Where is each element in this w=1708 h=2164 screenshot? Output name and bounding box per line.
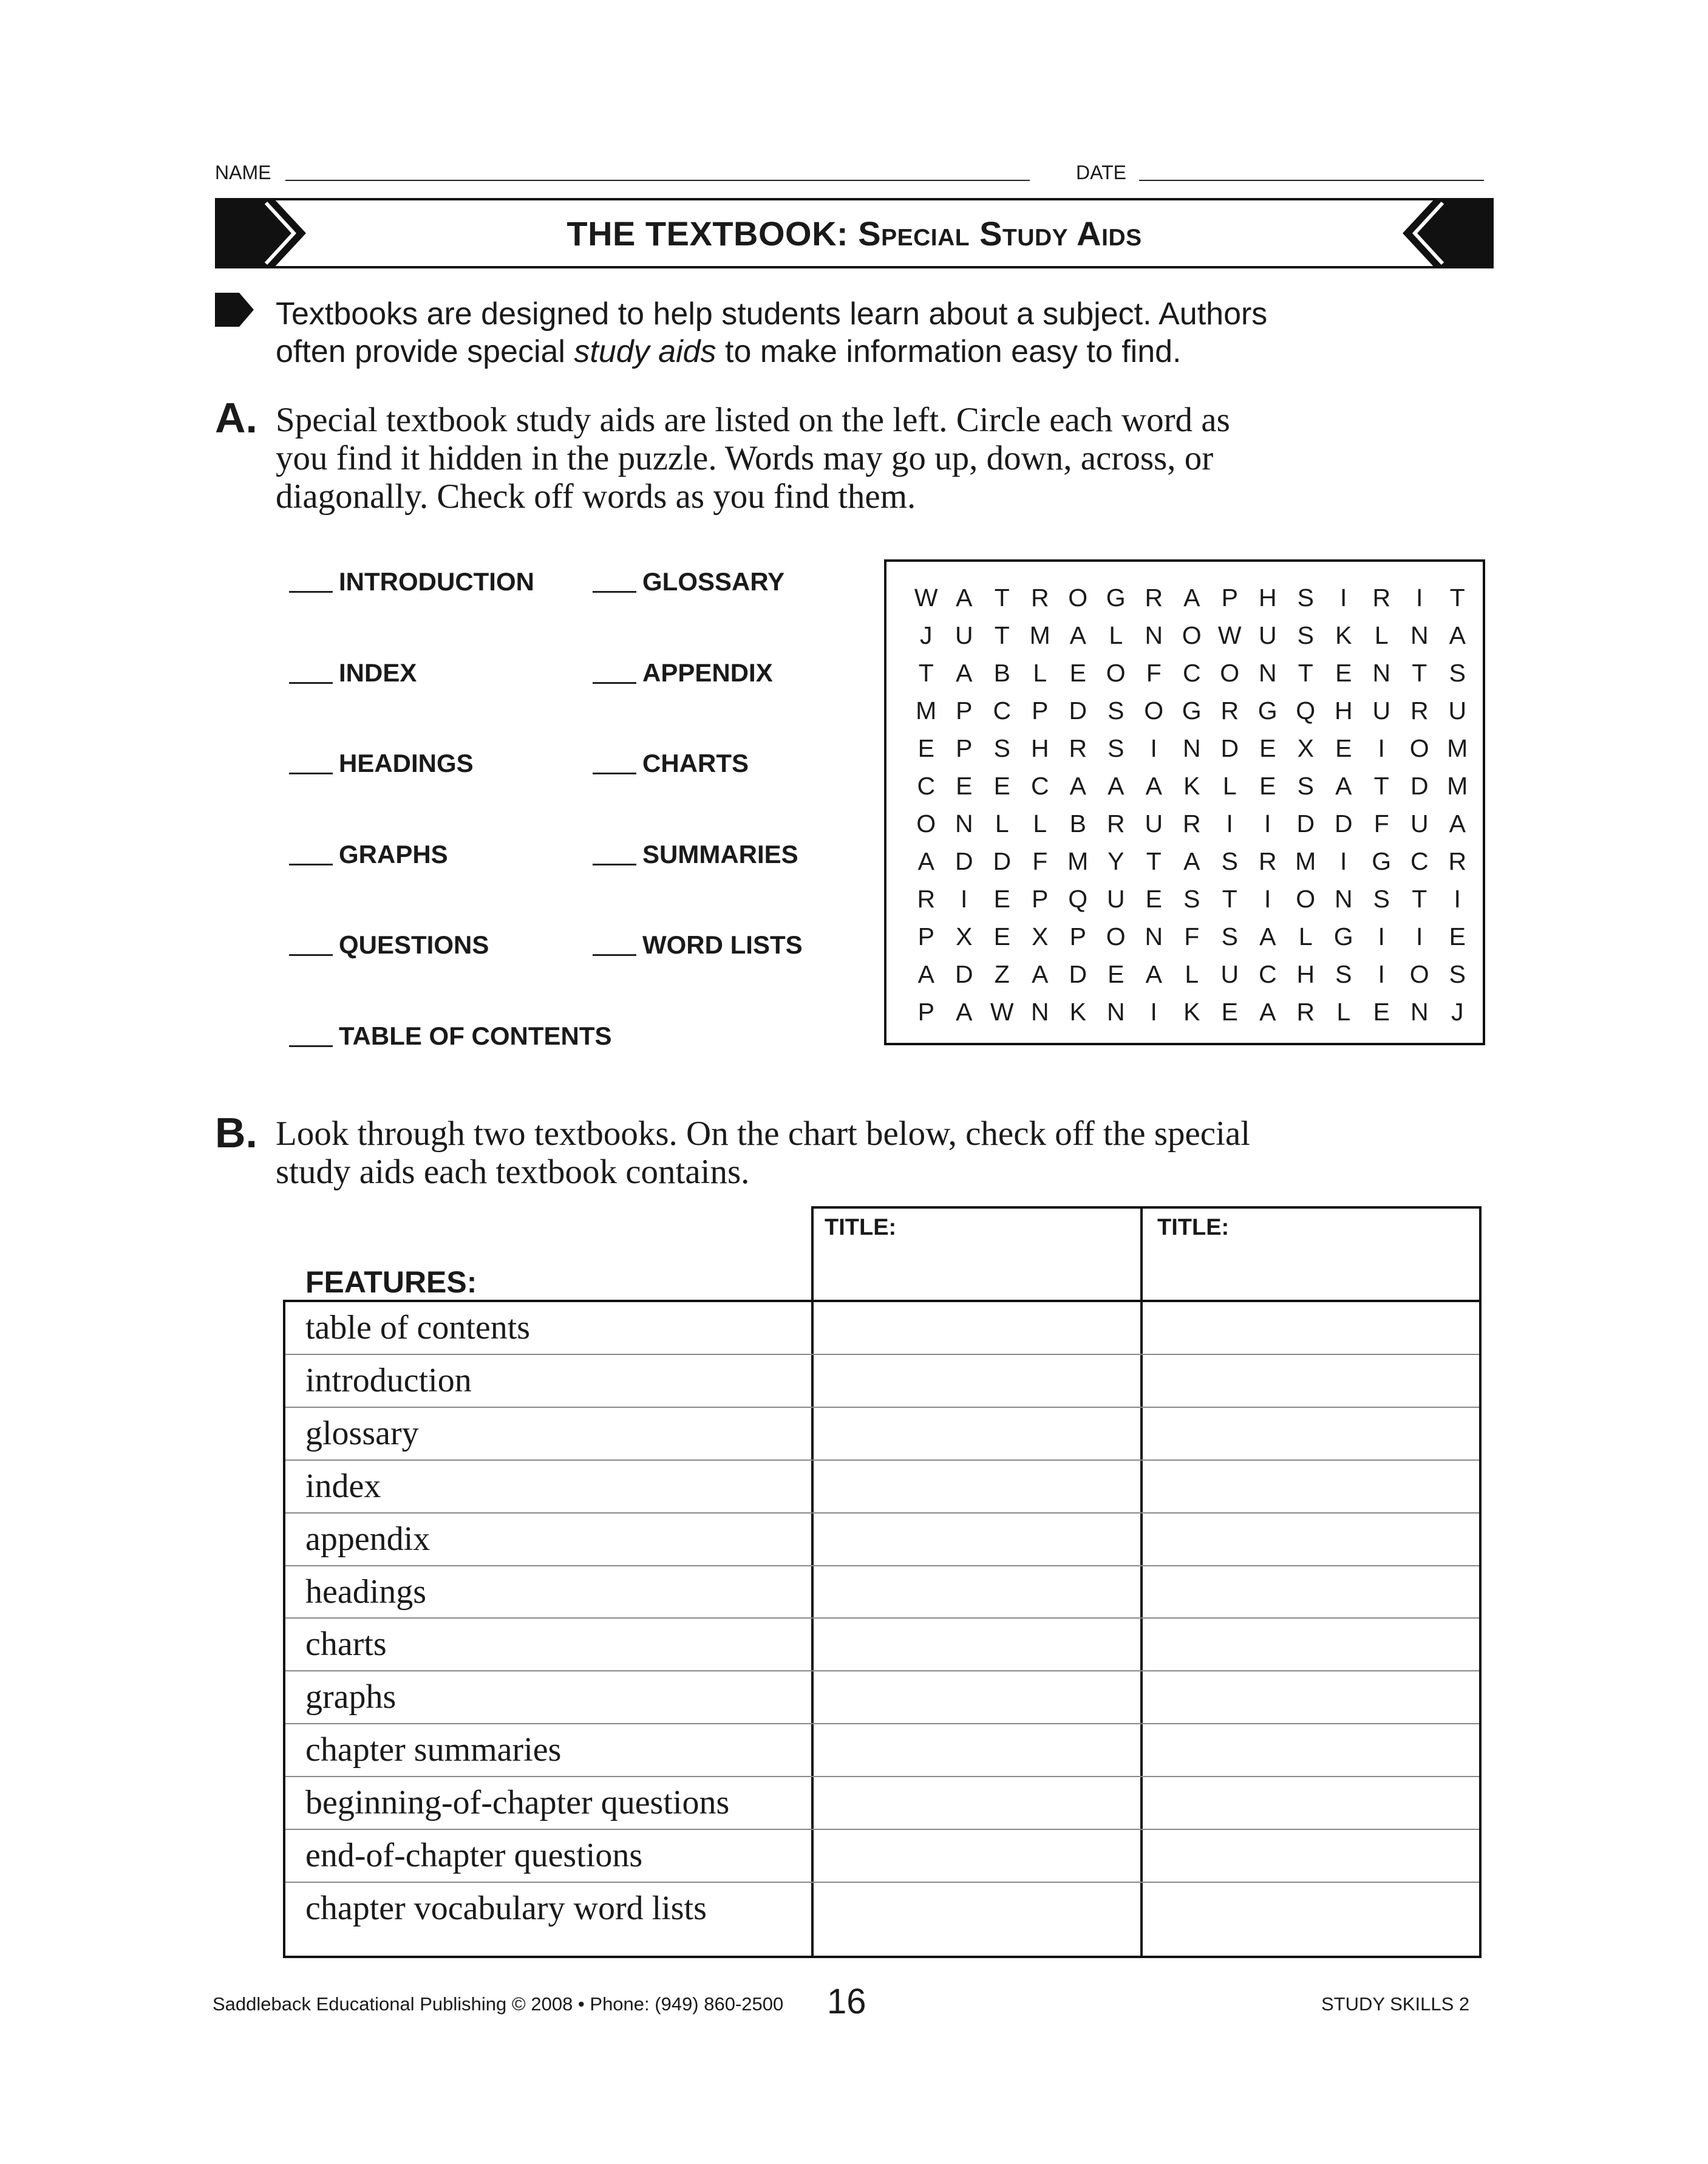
puzzle-letter[interactable]: E (1145, 885, 1162, 913)
puzzle-letter[interactable]: E (1449, 923, 1466, 951)
puzzle-letter[interactable]: E (993, 772, 1010, 800)
check-cell[interactable] (814, 1407, 1140, 1459)
puzzle-letter[interactable]: R (1106, 810, 1125, 838)
intro-line-1: Textbooks are designed to help students learn about a subject. Authors (276, 296, 1268, 332)
puzzle-letter[interactable]: N (1334, 885, 1353, 913)
puzzle-row (907, 955, 1477, 993)
puzzle-letter[interactable]: C (993, 697, 1012, 725)
puzzle-letter[interactable]: A (1183, 584, 1200, 612)
check-cell[interactable] (1143, 1882, 1479, 1934)
word-label: QUESTIONS (339, 930, 489, 959)
puzzle-letter[interactable]: D (1069, 697, 1087, 725)
puzzle-letter[interactable]: T (1373, 772, 1389, 800)
check-cell[interactable] (1143, 1354, 1479, 1407)
puzzle-letter[interactable]: H (1334, 697, 1353, 725)
puzzle-letter[interactable]: G (1106, 584, 1126, 612)
puzzle-letter[interactable]: C (917, 772, 936, 800)
intro-line-2-b: to make information easy to find. (716, 334, 1182, 369)
check-cell[interactable] (1143, 1723, 1479, 1776)
feature-row-label: chapter summaries (305, 1731, 562, 1769)
name-field[interactable] (285, 180, 1030, 181)
puzzle-letter[interactable]: J (1451, 998, 1464, 1026)
word-label: INDEX (339, 658, 417, 687)
check-cell[interactable] (1143, 1565, 1479, 1618)
check-cell[interactable] (1143, 1459, 1479, 1512)
section-a-text (276, 401, 1460, 516)
puzzle-row (907, 654, 1477, 692)
puzzle-letter[interactable]: N (1372, 659, 1391, 687)
puzzle-letter[interactable]: E (1259, 772, 1276, 800)
check-cell[interactable] (1143, 1617, 1479, 1670)
puzzle-letter[interactable]: K (1069, 998, 1086, 1026)
feature-row-label: charts (305, 1625, 387, 1664)
word-label: APPENDIX (642, 658, 773, 687)
puzzle-letter[interactable]: O (1106, 923, 1126, 951)
feature-row-label: end-of-chapter questions (305, 1837, 643, 1874)
feature-row-label: appendix (305, 1520, 430, 1558)
word-item[interactable] (593, 930, 803, 960)
puzzle-letter[interactable]: Y (1107, 847, 1124, 875)
puzzle-letter[interactable]: E (1373, 998, 1390, 1026)
word-label: WORD LISTS (642, 930, 803, 959)
puzzle-letter[interactable]: I (1378, 960, 1385, 988)
puzzle-letter[interactable]: I (1416, 923, 1423, 951)
puzzle-letter[interactable]: E (1221, 998, 1238, 1026)
puzzle-letter[interactable]: P (917, 998, 934, 1026)
puzzle-letter[interactable]: C (1410, 847, 1429, 875)
puzzle-letter[interactable]: U (1410, 810, 1429, 838)
puzzle-letter[interactable]: S (1221, 923, 1238, 951)
puzzle-letter[interactable]: S (993, 734, 1010, 762)
puzzle-letter[interactable]: S (1297, 621, 1314, 649)
puzzle-letter[interactable]: C (1182, 659, 1201, 687)
puzzle-letter[interactable]: A (1449, 810, 1466, 838)
word-item[interactable] (289, 658, 417, 688)
puzzle-letter[interactable]: W (990, 998, 1014, 1026)
puzzle-letter[interactable]: N (954, 810, 973, 838)
puzzle-letter[interactable]: A (1069, 621, 1086, 649)
word-item[interactable] (593, 567, 784, 596)
puzzle-letter[interactable]: T (1146, 847, 1162, 875)
puzzle-row (907, 993, 1477, 1031)
word-item[interactable] (593, 749, 749, 778)
puzzle-letter[interactable]: B (1069, 810, 1086, 838)
puzzle-letter[interactable]: N (1182, 734, 1201, 762)
puzzle-letter[interactable]: K (1183, 772, 1200, 800)
puzzle-letter[interactable]: C (1030, 772, 1049, 800)
puzzle-row (907, 805, 1477, 842)
section-a-letter: A. (215, 394, 257, 442)
feature-row-label: glossary (305, 1414, 419, 1452)
chart-border-bottom (283, 1956, 1482, 1958)
puzzle-letter[interactable]: E (993, 885, 1010, 913)
puzzle-letter[interactable]: S (1297, 584, 1314, 612)
puzzle-row (907, 918, 1477, 955)
puzzle-letter[interactable]: R (1258, 847, 1277, 875)
puzzle-letter[interactable]: E (917, 734, 934, 762)
puzzle-letter[interactable]: O (1296, 885, 1316, 913)
puzzle-letter[interactable]: M (916, 697, 937, 725)
puzzle-letter[interactable]: D (993, 847, 1012, 875)
puzzle-letter[interactable]: D (1334, 810, 1353, 838)
check-cell[interactable] (814, 1301, 1140, 1354)
check-cell[interactable] (814, 1617, 1140, 1670)
puzzle-letter[interactable]: N (1106, 998, 1125, 1026)
puzzle-letter[interactable]: Q (1296, 697, 1316, 725)
puzzle-grid[interactable] (907, 579, 1477, 1031)
intro-text (276, 295, 1429, 370)
puzzle-letter[interactable]: O (1068, 584, 1088, 612)
puzzle-letter[interactable]: M (1029, 621, 1050, 649)
puzzle-letter[interactable]: R (1448, 847, 1467, 875)
puzzle-letter[interactable]: L (1336, 998, 1351, 1026)
intro-line-2 (276, 333, 1429, 370)
puzzle-letter[interactable]: S (1183, 885, 1200, 913)
puzzle-letter[interactable]: U (1106, 885, 1125, 913)
puzzle-letter[interactable]: F (1373, 810, 1389, 838)
puzzle-letter[interactable]: D (1220, 734, 1239, 762)
word-item[interactable] (289, 749, 474, 778)
check-cell[interactable] (1143, 1407, 1479, 1459)
puzzle-row (907, 692, 1477, 729)
section-a-line-3: diagonally. Check off words as you find them. (276, 477, 916, 516)
word-item[interactable] (289, 1022, 612, 1051)
puzzle-letter[interactable]: L (1033, 659, 1047, 687)
word-label: CHARTS (642, 749, 749, 777)
puzzle-letter[interactable]: N (1145, 923, 1163, 951)
puzzle-letter[interactable]: I (1340, 584, 1347, 612)
puzzle-letter[interactable]: I (1340, 847, 1347, 875)
puzzle-letter[interactable]: R (1030, 584, 1049, 612)
check-cell[interactable] (814, 1565, 1140, 1618)
check-cell[interactable] (1143, 1829, 1479, 1882)
word-search-puzzle[interactable] (884, 559, 1485, 1045)
check-cell[interactable] (814, 1459, 1140, 1512)
puzzle-letter[interactable]: S (1297, 772, 1314, 800)
puzzle-letter[interactable]: S (1335, 960, 1352, 988)
puzzle-letter[interactable]: O (916, 810, 936, 838)
puzzle-letter[interactable]: M (1067, 847, 1089, 875)
puzzle-letter[interactable]: R (1372, 584, 1391, 612)
puzzle-letter[interactable]: A (1107, 772, 1124, 800)
word-label: INTRODUCTION (339, 567, 534, 596)
puzzle-letter[interactable]: A (1069, 772, 1086, 800)
puzzle-letter[interactable]: F (1146, 659, 1162, 687)
puzzle-letter[interactable]: S (1221, 847, 1238, 875)
puzzle-row (907, 842, 1477, 880)
puzzle-letter[interactable]: R (1410, 697, 1429, 725)
puzzle-letter[interactable]: U (1258, 621, 1277, 649)
word-label: TABLE OF CONTENTS (339, 1022, 612, 1050)
puzzle-row (907, 616, 1477, 654)
puzzle-letter[interactable]: O (1182, 621, 1202, 649)
puzzle-letter[interactable]: I (1378, 734, 1385, 762)
puzzle-letter[interactable]: R (1220, 697, 1239, 725)
puzzle-letter[interactable]: S (1449, 960, 1466, 988)
check-cell[interactable] (1143, 1670, 1479, 1723)
puzzle-letter[interactable]: L (1222, 772, 1237, 800)
puzzle-letter[interactable]: U (954, 621, 973, 649)
puzzle-letter[interactable]: T (918, 659, 934, 687)
puzzle-letter[interactable]: A (917, 960, 934, 988)
puzzle-letter[interactable]: B (993, 659, 1010, 687)
puzzle-letter[interactable]: A (1145, 960, 1162, 988)
puzzle-letter[interactable]: T (1449, 584, 1465, 612)
check-cell[interactable] (1143, 1512, 1479, 1565)
feature-row-label: graphs (305, 1678, 396, 1716)
word-label: SUMMARIES (642, 840, 798, 869)
puzzle-letter[interactable]: R (1145, 584, 1163, 612)
puzzle-letter[interactable]: A (1259, 923, 1276, 951)
puzzle-row (907, 880, 1477, 918)
puzzle-letter[interactable]: E (1069, 659, 1086, 687)
check-cell[interactable] (814, 1670, 1140, 1723)
puzzle-letter[interactable]: U (1220, 960, 1239, 988)
puzzle-letter[interactable]: D (1069, 960, 1087, 988)
puzzle-letter[interactable]: I (1226, 810, 1233, 838)
word-item[interactable] (593, 658, 773, 688)
puzzle-letter[interactable]: E (1335, 734, 1352, 762)
puzzle-letter[interactable]: T (994, 584, 1010, 612)
page-title-main: THE TEXTBOOK: (566, 214, 859, 253)
puzzle-letter[interactable]: A (1183, 847, 1200, 875)
puzzle-letter[interactable]: T (1298, 659, 1313, 687)
puzzle-letter[interactable]: A (956, 584, 973, 612)
puzzle-letter[interactable]: T (1222, 885, 1237, 913)
word-item[interactable] (593, 840, 798, 869)
puzzle-letter[interactable]: X (1297, 734, 1314, 762)
check-cell[interactable] (1143, 1776, 1479, 1829)
puzzle-letter[interactable]: G (1182, 697, 1202, 725)
puzzle-letter[interactable]: J (920, 621, 933, 649)
word-item[interactable] (289, 567, 534, 596)
puzzle-letter[interactable]: O (1220, 659, 1240, 687)
puzzle-letter[interactable]: I (1150, 734, 1157, 762)
puzzle-letter[interactable]: I (1150, 998, 1157, 1026)
check-cell[interactable] (1143, 1301, 1479, 1354)
puzzle-letter[interactable]: O (1144, 697, 1164, 725)
puzzle-letter[interactable]: D (954, 960, 973, 988)
puzzle-letter[interactable]: A (956, 659, 973, 687)
puzzle-letter[interactable]: P (1221, 584, 1238, 612)
puzzle-letter[interactable]: G (1257, 697, 1278, 725)
puzzle-letter[interactable]: O (1106, 659, 1126, 687)
intro-emphasis: study aids (574, 334, 716, 369)
puzzle-letter[interactable]: N (1030, 998, 1049, 1026)
chart-border-right (1479, 1206, 1482, 1958)
features-label: FEATURES: (305, 1265, 477, 1299)
name-label: NAME (215, 162, 271, 183)
puzzle-letter[interactable]: R (1069, 734, 1087, 762)
word-label: GRAPHS (339, 840, 448, 869)
puzzle-letter[interactable]: E (993, 923, 1010, 951)
puzzle-letter[interactable]: G (1372, 847, 1392, 875)
puzzle-letter[interactable]: O (1409, 960, 1429, 988)
check-cell[interactable] (814, 1829, 1140, 1882)
puzzle-letter[interactable]: A (1032, 960, 1049, 988)
puzzle-letter[interactable]: H (1030, 734, 1049, 762)
check-cell[interactable] (814, 1512, 1140, 1565)
puzzle-letter[interactable]: D (1296, 810, 1315, 838)
puzzle-letter[interactable]: R (1296, 998, 1315, 1026)
puzzle-letter[interactable]: F (1184, 923, 1200, 951)
puzzle-letter[interactable]: S (1449, 659, 1466, 687)
puzzle-letter[interactable]: W (1217, 621, 1242, 649)
column-title-1: TITLE: (825, 1215, 897, 1240)
puzzle-letter[interactable]: F (1032, 847, 1048, 875)
section-a-line-2: you find it hidden in the puzzle. Words may go up, down, across, or (276, 439, 1214, 477)
feature-row-label: beginning-of-chapter questions (305, 1784, 730, 1822)
puzzle-letter[interactable]: M (1295, 847, 1316, 875)
word-label: GLOSSARY (642, 567, 785, 596)
puzzle-letter[interactable]: L (1033, 810, 1047, 838)
puzzle-letter[interactable]: L (1374, 621, 1389, 649)
puzzle-letter[interactable]: L (1109, 621, 1123, 649)
puzzle-letter[interactable]: P (1069, 923, 1086, 951)
column-title-2: TITLE: (1157, 1215, 1230, 1240)
check-cell[interactable] (814, 1776, 1140, 1829)
puzzle-letter[interactable]: G (1333, 923, 1353, 951)
puzzle-letter[interactable]: S (1107, 734, 1124, 762)
puzzle-letter[interactable]: Z (994, 960, 1010, 988)
puzzle-letter[interactable]: A (917, 847, 934, 875)
puzzle-row (907, 767, 1477, 805)
puzzle-letter[interactable]: N (1410, 621, 1429, 649)
puzzle-letter[interactable]: I (961, 885, 968, 913)
puzzle-letter[interactable]: M (1447, 772, 1468, 800)
puzzle-letter[interactable]: D (1410, 772, 1429, 800)
puzzle-letter[interactable]: I (1416, 584, 1423, 612)
chart-border-top (811, 1206, 1482, 1209)
puzzle-letter[interactable]: N (1410, 998, 1429, 1026)
page-title-sub: Special Study Aids (858, 214, 1142, 253)
puzzle-letter[interactable]: K (1335, 621, 1352, 649)
page-number: 16 (827, 1982, 866, 2021)
series-footer: STUDY SKILLS 2 (1321, 1993, 1470, 2015)
page-title (215, 214, 1494, 253)
section-b-line-2: study aids each textbook contains. (276, 1153, 750, 1191)
feature-row-label: table of contents (305, 1309, 531, 1347)
puzzle-letter[interactable]: O (1409, 734, 1429, 762)
check-cell[interactable] (814, 1354, 1140, 1407)
check-cell[interactable] (814, 1882, 1140, 1934)
puzzle-letter[interactable]: H (1296, 960, 1315, 988)
intro-line-2-a: often provide special (276, 334, 574, 369)
puzzle-letter[interactable]: E (956, 772, 973, 800)
publisher-footer: Saddleback Educational Publishing © 2008 • Phone: (949) 860-2500 (213, 1993, 784, 2015)
puzzle-letter[interactable]: R (917, 885, 936, 913)
date-field[interactable] (1139, 180, 1484, 181)
feature-row-label: headings (305, 1572, 427, 1611)
puzzle-letter[interactable]: X (1032, 923, 1049, 951)
date-label: DATE (1076, 162, 1126, 183)
section-b-text (276, 1114, 1460, 1191)
word-label: HEADINGS (339, 749, 474, 777)
puzzle-letter[interactable]: P (1032, 885, 1049, 913)
puzzle-letter[interactable]: A (1335, 772, 1352, 800)
puzzle-letter[interactable]: D (954, 847, 973, 875)
check-cell[interactable] (814, 1723, 1140, 1776)
puzzle-letter[interactable]: E (1107, 960, 1124, 988)
puzzle-letter[interactable]: I (1264, 810, 1271, 838)
puzzle-letter[interactable]: P (956, 697, 973, 725)
section-b-letter: B. (215, 1109, 257, 1156)
puzzle-row (907, 579, 1477, 616)
puzzle-letter[interactable]: P (917, 923, 934, 951)
puzzle-row (907, 729, 1477, 767)
feature-row-label: index (305, 1467, 381, 1505)
section-b-line-1: Look through two textbooks. On the chart below, check off the special (276, 1114, 1251, 1153)
puzzle-letter[interactable]: N (1145, 621, 1163, 649)
puzzle-letter[interactable]: L (1185, 960, 1199, 988)
puzzle-letter[interactable]: I (1378, 923, 1385, 951)
word-item[interactable] (289, 840, 448, 869)
pointer-arrow-icon (215, 293, 254, 327)
puzzle-letter[interactable]: W (914, 584, 938, 612)
puzzle-letter[interactable]: C (1258, 960, 1277, 988)
puzzle-letter[interactable]: U (1145, 810, 1163, 838)
puzzle-letter[interactable]: S (1107, 697, 1124, 725)
chart-border-left (283, 1301, 285, 1958)
puzzle-letter[interactable]: L (995, 810, 1009, 838)
word-item[interactable] (289, 930, 489, 960)
puzzle-letter[interactable]: H (1258, 584, 1277, 612)
puzzle-letter[interactable]: S (1373, 885, 1390, 913)
puzzle-letter[interactable]: T (1412, 885, 1427, 913)
puzzle-letter[interactable]: L (1298, 923, 1313, 951)
puzzle-letter[interactable]: Q (1068, 885, 1088, 913)
puzzle-letter[interactable]: U (1448, 697, 1467, 725)
puzzle-letter[interactable]: U (1372, 697, 1391, 725)
puzzle-letter[interactable]: T (1412, 659, 1427, 687)
puzzle-letter[interactable]: E (1335, 659, 1352, 687)
puzzle-letter[interactable]: K (1183, 998, 1200, 1026)
puzzle-letter[interactable]: P (956, 734, 973, 762)
puzzle-letter[interactable]: I (1454, 885, 1461, 913)
puzzle-letter[interactable]: R (1182, 810, 1201, 838)
puzzle-letter[interactable]: P (1032, 697, 1049, 725)
puzzle-letter[interactable]: M (1447, 734, 1468, 762)
puzzle-letter[interactable]: N (1258, 659, 1277, 687)
puzzle-letter[interactable]: A (1259, 998, 1276, 1026)
puzzle-letter[interactable]: I (1264, 885, 1271, 913)
puzzle-letter[interactable]: A (956, 998, 973, 1026)
puzzle-letter[interactable]: A (1145, 772, 1162, 800)
puzzle-letter[interactable]: X (956, 923, 973, 951)
section-a-line-1: Special textbook study aids are listed on the left. Circle each word as (276, 401, 1230, 439)
puzzle-letter[interactable]: A (1449, 621, 1466, 649)
title-banner (215, 198, 1494, 268)
feature-row-label: introduction (305, 1361, 472, 1399)
puzzle-letter[interactable]: T (994, 621, 1010, 649)
feature-row-label: chapter vocabulary word lists (305, 1889, 707, 1927)
puzzle-letter[interactable]: E (1259, 734, 1276, 762)
